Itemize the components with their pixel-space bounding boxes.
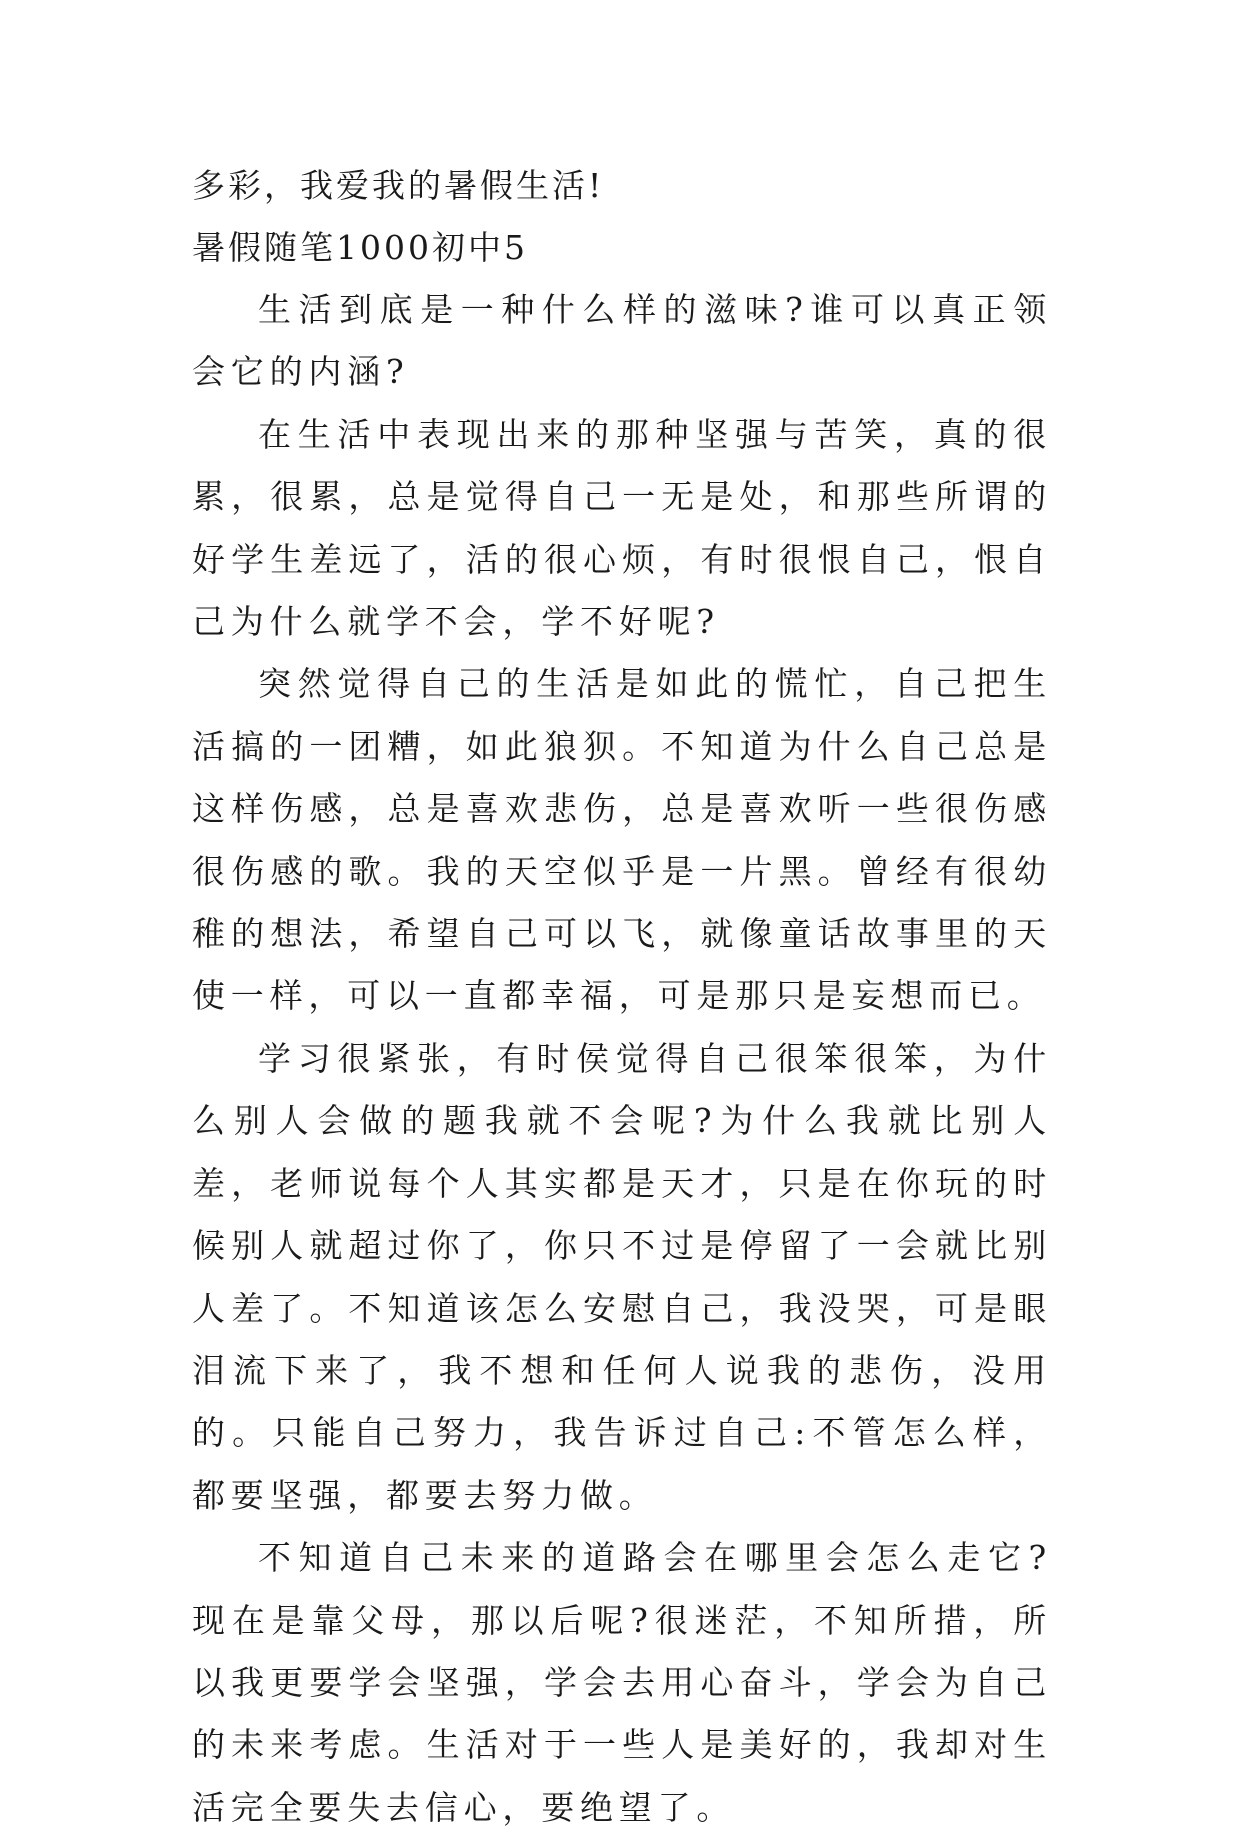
- document-body: [192, 155, 1052, 1839]
- paragraph-5: 不知道自己未来的道路会在哪里会怎么走它?现在是靠父母，那以后呢?很迷茫，不知所措，所以我更要学会坚强，学会去用心奋斗，学会为自己的未来考虑。生活对于一些人是美好的，我却对生活完全要失去信心，要绝望了。: [192, 1538, 1052, 1827]
- section-heading: 暑假随笔1000初中5: [192, 228, 528, 267]
- paragraph-4: 学习很紧张，有时侯觉得自己很笨很笨，为什么别人会做的题我就不会呢?为什么我就比别人差，老师说每个人其实都是天才，只是在你玩的时候别人就超过你了，你只不过是停留了一会就比别人差了。不知道该怎么安慰自己，我没哭，可是眼泪流下来了，我不想和任何人说我的悲伤，没用的。只能自己努力，我告诉过自己:不管怎么样，都要坚强，都要去努力做。: [192, 1038, 1052, 1515]
- paragraph-3: 突然觉得自己的生活是如此的慌忙，自己把生活搞的一团糟，如此狼狈。不知道为什么自己总是这样伤感，总是喜欢悲伤，总是喜欢听一些很伤感很伤感的歌。我的天空似乎是一片黑。曾经有很幼稚的想法，希望自己可以飞，就像童话故事里的天使一样，可以一直都幸福，可是那只是妄想而已。: [192, 664, 1052, 1016]
- paragraph-2: 在生活中表现出来的那种坚强与苦笑，真的很累，很累，总是觉得自己一无是处，和那些所谓的好学生差远了，活的很心烦，有时很恨自己，恨自己为什么就学不会，学不好呢?: [192, 414, 1052, 642]
- paragraph-1: 生活到底是一种什么样的滋味?谁可以真正领会它的内涵?: [192, 290, 1052, 392]
- continued-line: 多彩，我爱我的暑假生活!: [192, 166, 605, 205]
